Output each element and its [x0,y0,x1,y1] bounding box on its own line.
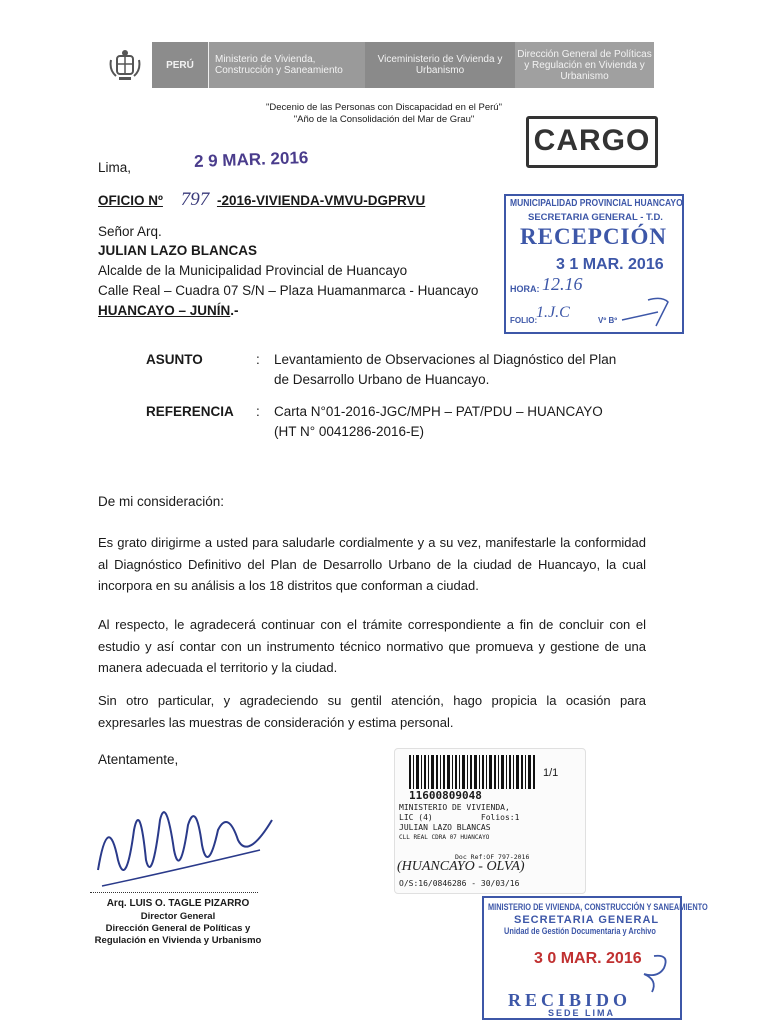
paragraph-1: Es grato dirigirme a usted para saludarle cordialmente y a su vez, manifestarle la conformidad al Diagnóstico Definitivo del Plan de Desarrollo Urbano de la ciudad de Huancayo, la cual incorpora en su análisis a los 18 distritos que conforman a ciudad. [98,535,646,593]
banner-vice-ministry: Viceministerio de Vivienda y Urbanismo [365,42,515,88]
recipient-role: Alcalde de la Municipalidad Provincial de Huancayo [98,263,408,278]
recipient-city-suffix: .- [230,303,239,318]
reception-stamp-title: RECEPCIÓN [520,224,668,249]
recipient-name: JULIAN LAZO BLANCAS [98,243,257,258]
referencia-colon: : [256,404,260,419]
banner-ministry: Ministerio de Vivienda, Construcción y Saneamiento [209,42,365,88]
referencia-line-1: Carta N°01-2016-JGC/MPH – PAT/PDU – HUANCAYO [274,404,603,419]
courier-page-count: 1/1 [543,767,559,779]
courier-line-3: JULIAN LAZO BLANCAS [399,823,491,832]
received-stamp-date: 3 0 MAR. 2016 [534,950,642,967]
motto-line-1: "Decenio de las Personas con Discapacidad en el Perú" [266,102,502,113]
reception-stamp-line-1: MUNICIPALIDAD PROVINCIAL HUANCAYO [510,198,683,209]
received-stamp-title: RECIBIDO [508,990,632,1010]
oficio-suffix: -2016-VIVIENDA-VMVU-DGPRVU [216,193,426,208]
banner-country: PERÚ [152,42,209,88]
date-stamp: 2 9 MAR. 2016 [193,148,309,171]
asunto-label: ASUNTO [146,352,203,367]
recipient-city-line [98,301,239,321]
oficio-line [98,190,425,211]
reception-folio-label: FOLIO: [510,316,538,325]
reception-hora-value: 12.16 [542,274,583,294]
received-stamp [482,896,708,1020]
asunto-colon: : [256,352,260,367]
greeting: De mi consideración: [98,494,225,509]
received-stamp-line-3: Unidad de Gestión Documentaria y Archivo [504,926,656,936]
oficio-number: 797 [180,189,210,210]
salutation-title: Señor Arq. [98,224,162,239]
courier-doc-ref: Doc Ref:OF 797-2016 [455,853,530,861]
signatory-title: Director General [140,911,216,922]
received-stamp-line-1: MINISTERIO DE VIVIENDA, CONSTRUCCIÓN Y SANEAMIENTO [488,902,708,912]
cargo-stamp: CARGO [526,116,658,168]
reception-stamp-date: 3 1 MAR. 2016 [556,256,664,273]
coat-of-arms-icon [108,48,142,84]
barcode-icon [409,755,537,789]
referencia-label: REFERENCIA [146,404,234,419]
city-label: Lima, [98,160,132,175]
reception-vb-label: Vº Bº [598,316,618,325]
courier-tracking-number: 11600809048 [409,789,482,802]
recipient-address: Calle Real – Cuadra 07 S/N – Plaza Huamanmarca - Huancayo [98,283,479,298]
reception-stamp [504,194,684,334]
courier-line-2: LIC (4) Folios:1 [399,813,520,822]
signature-line [90,892,258,893]
oficio-label: OFICIO Nº [98,193,163,208]
received-initials-scribble [624,950,674,994]
courier-footer: O/S:16/0846286 - 30/03/16 [399,879,520,888]
closing: Atentamente, [98,752,179,767]
signatory-office-1: Dirección General de Políticas y [105,923,251,934]
reception-folio-value: 1.J.C [536,304,570,321]
courier-line-4: CLL REAL CDRA 07 HUANCAYO [399,834,490,841]
received-stamp-line-2: SECRETARIA GENERAL [514,914,660,926]
referencia-line-2: (HT N° 0041286-2016-E) [274,424,424,439]
paragraph-2: Al respecto, le agradecerá continuar con el trámite correspondiente a fin de concluir con el estudio y así contar con un instrumento técnico normativo que promueva y gestione de una manera adecuada el territorio y la ciudad. [98,617,646,675]
motto-line-2: "Año de la Consolidación del Mar de Grau" [293,114,475,125]
courier-line-1: MINISTERIO DE VIVIENDA, [399,803,510,812]
signatory-office-2: Regulación en Vivienda y Urbanismo [94,935,262,946]
received-stamp-sub: SEDE LIMA [548,1008,616,1018]
signatory-name: Arq. LUIS O. TAGLE PIZARRO [106,898,250,909]
reception-stamp-line-2: SECRETARIA GENERAL - T.D. [528,212,663,223]
reception-hora-label: HORA: [510,284,540,294]
banner-direction: Dirección General de Políticas y Regulación en Vivienda y Urbanismo [515,42,654,88]
asunto-line-2: de Desarrollo Urbano de Huancayo. [274,372,490,387]
reception-initials-scribble [618,292,678,328]
handwritten-signature [88,790,278,900]
asunto-line-1: Levantamiento de Observaciones al Diagnóstico del Plan [274,352,617,367]
courier-label [394,748,586,894]
paragraph-3: Sin otro particular, y agradeciendo su gentil atención, hago propicia la ocasión para expresarles las muestras de consideración y estima personal. [98,693,646,730]
courier-destination: (HUANCAYO - OLVA) [397,859,525,874]
recipient-city: HUANCAYO – JUNÍN [98,303,231,318]
header-banner [152,42,654,88]
